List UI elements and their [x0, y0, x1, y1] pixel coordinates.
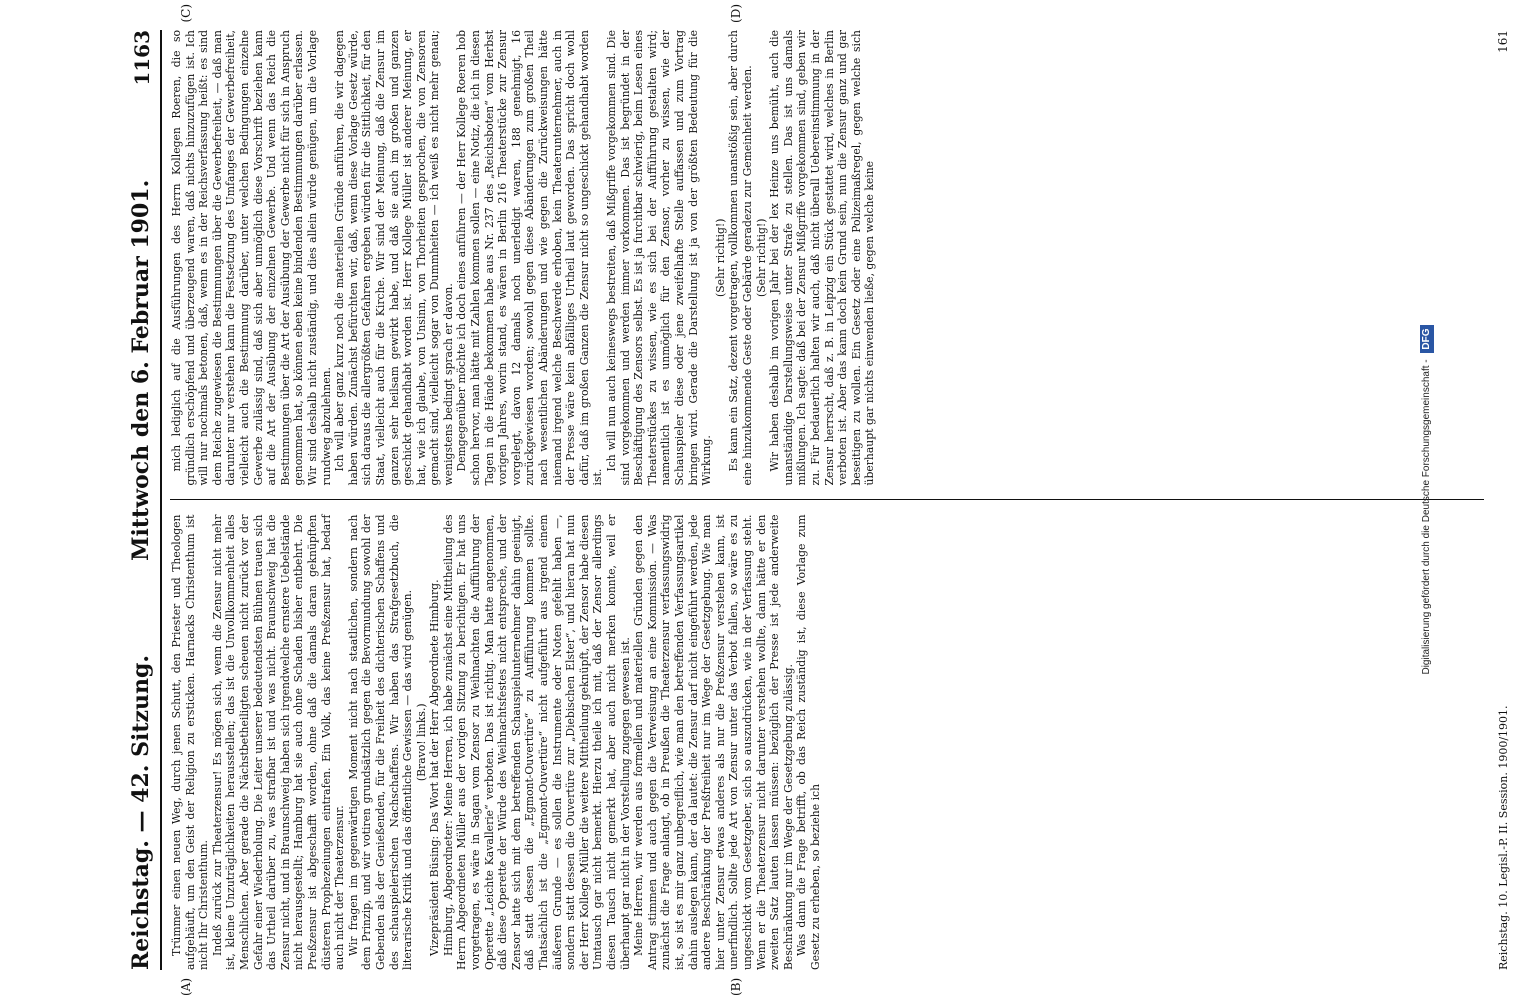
page-header: [114, 30, 162, 970]
margin-marker-b: (B): [729, 977, 743, 996]
speaker-announcement: Vizepräsident Büsing: Das Wort hat der Herr Abgeordnete Himburg.: [428, 579, 442, 956]
interjection: (Bravo! links.): [414, 703, 428, 782]
text-columns: [170, 4, 1484, 996]
paragraph: Wir fragen im gegenwärtigen Moment nicht nach staatlichen, sondern nach dem Prinzip, und wir votiren grundsätzlich gegen die Bevormundung sowohl der Gebenden als der Genießenden, für die Freiheit des dichterischen Schaffens und des schauspielerischen Nachschaffens. Wir haben das Strafgesetzbuch, die literarische Kritik und das öffentliche Gewissen — das wird genügen.: [346, 514, 415, 970]
paragraph: Was dann die Frage betrifft, ob das Reich zuständig ist, diese Vorlage zum Gesetz zu erheben, so beziehe ich: [795, 514, 822, 970]
interjection: (Sehr richtig!): [713, 218, 727, 297]
document-page: [90, 0, 1524, 1000]
paragraph: Meine Herren, wir werden aus formellen und materiellen Gründen gegen den Antrag stimmen und auch gegen die Verweisung an eine Kommission. — Was zunächst die Frage anlangt, ob in Preußen die Theaterzensur verfassungswidrig ist, so ist es mir ganz unbegreiflich, wie man den betreffenden Verfassungsartikel dahin auslegen kann, der da lautet: die Zensur darf nicht eingeführt werden, jede andere Beschränkung der Preßfreiheit nur im Wege der Gesetzgebung. Wie man hier unter Zensur etwas anderes als nur die Preßzensur verstehen kann, ist unerfindlich. Sollte jede Art von Zensur unter das Verbot fallen, so wäre es zu ungeschickt vom Gesetzgeber, sich so auszudrücken, wie in der Verfassung steht. Wenn er die Theaterzensur nicht darunter verstehen wollte, dann hätte er den zweiten Satz lauten lassen müssen: bezüglich der Presse ist jede anderweite Beschränkung nur im Wege der Gesetzgebung zulässig.: [632, 514, 795, 970]
page-number: 1163: [130, 30, 154, 86]
right-column: [170, 4, 1484, 500]
left-column: [170, 500, 1484, 996]
paragraph: Wir haben deshalb im vorigen Jahr bei der lex Heinze uns bemüht, auch die unanständige Darstellungsweise unter Strafe zu stellen. Das ist uns damals mißlungen. Ich sagte: daß bei der Zensur Mißgriffe vorgekommen sind, geben wir zu. Für bedauerlich halten wir auch, daß nicht überall Uebereinstimmung in der Zensur herrscht, daß z. B. in Leipzig ein Stück gestattet wird, welches in Berlin verboten ist. Aber das kann doch kein Grund sein, nun die Zensur ganz und gar beseitigen zu wollen. Ein Gesetz oder eine Polizeimaßregel, gegen welche sich überhaupt gar nichts einwenden ließe, gegen welche keine: [768, 30, 877, 486]
sheet-number: 161: [1496, 30, 1510, 53]
margin-marker-d: (D): [729, 4, 743, 23]
paragraph: Demgegenüber möchte ich doch eines anführen — der Herr Kollege Roeren hob schon hervor, man hätte mit Zahlen kommen sollen — eine Notiz, die ich in diesen Tagen in die Hände bekommen habe aus Nr. 237 des „Reichsboten“ vom Herbst vorigen Jahres, worin stand, es wären in Berlin 216 Theaterstücke zur Zensur vorgelegt, davon 12 damals noch unerledigt waren, 188 genehmigt, 16 zurückgewiesen worden; sowohl gegen diese Abänderungen zum großen Theil nach wesentlichen Abänderungen und wie gegen die Zurückweisungen hätte niemand irgend welche Beschwerde erhoben, kein Theaterunternehmer, auch in der Presse wäre kein abfälliges Urtheil laut geworden. Das spricht doch wohl dafür, daß im großen Ganzen die Zensur nicht so ungeschickt gehandhabt worden ist.: [455, 30, 605, 486]
margin-marker-c: (C): [179, 4, 193, 23]
paragraph: Ich will nun auch keineswegs bestreiten, daß Mißgriffe vorgekommen sind. Die sind vorgekommen und werden immer vorkommen. Das ist begründet in der Beschäftigung des Zensors selbst. Es ist ja furchtbar schwierig, beim Lesen eines Theaterstückes zu wissen, wie es sich bei der Aufführung gestalten wird; namentlich ist es unmöglich für den Zensor, vorher zu wissen, wie der Schauspieler diese oder jene zweifelhafte Stelle auffassen und zum Vortrag bringen wird. Gerade die Darstellung ist ja von der größten Bedeutung für die Wirkung.: [605, 30, 714, 486]
header-left: Reichstag. — 42. Sitzung.: [128, 654, 154, 970]
dfg-logo: DFG: [1420, 325, 1434, 352]
digitization-credit: Digitalisierung gefördert durch die Deutsche Forschungsgemeinschaft -: [1421, 359, 1432, 675]
paragraph: Ich will aber ganz kurz noch die materiellen Gründe anführen, die wir dagegen haben würden. Zunächst befürchten wir, daß, wenn diese Vorlage Gesetz würde, sich daraus die allergrößten Gefahren ergeben würden für die Sittlichkeit, für den Staat, vielleicht auch für die Kirche. Wir sind der Meinung, daß die Zensur im ganzen sehr heilsam gewirkt habe, und daß sie auch im großen und ganzen geschickt gehandhabt worden ist. Herr Kollege Müller ist anderer Meinung, er hat, wie ich glaube, von Unsinn, von Thorheiten gesprochen, die von Zensoren gemacht sind, vielleicht sogar von Dummheiten — ich weiß es nicht mehr genau; wenigstens bedingt sprach er davon.: [333, 30, 455, 486]
interjection: (Sehr richtig!): [754, 218, 768, 297]
page-footer: Reichstag. 10. Legisl.-P. II. Session. 1900/1901.: [1497, 705, 1510, 970]
paragraph: Himburg, Abgeordneter: Meine Herren, ich habe zunächst eine Mittheilung des Herrn Abgeordneten Müller aus der vorigen Sitzung zu berichtigen. Er hat uns vorgetragen, es wäre in Sagan vom Zensor zu Weihnachten die Aufführung der Operette „Leichte Kavallerie“ verboten. Das ist richtig. Man hatte angenommen, daß diese Operette der Würde des Weihnachtsfestes nicht entspreche, und der Zensor hatte sich mit dem betreffenden Schauspielunternehmer dahin geeinigt, daß statt dessen die „Egmont-Ouvertüre“ zu Aufführung kommen sollte. Thatsächlich ist die „Egmont-Ouvertüre“ nicht aufgeführt aus irgend einem äußeren Grunde — es sollen die Instrumente oder Noten gefehlt haben —, sondern statt dessen die Ouvertüre zur „Diebischen Elster“, und hieran hat nun der Herr Kollege Müller die weitere Mittheilung geknüpft, der Zensor habe diesen Umtausch gar nicht bemerkt. Hierzu theile ich mit, daß der Zensor allerdings diesen Tausch nicht gemerkt hat, aber auch nicht merken konnte, weil er überhaupt gar nicht in der Vorstellung zugegen gewesen ist.: [441, 514, 632, 970]
paragraph: mich lediglich auf die Ausführungen des Herrn Kollegen Roeren, die so gründlich erschöpfend und überzeugend waren, daß nichts hinzuzufügen ist. Ich will nur nochmals betonen, daß, wenn es in der Reichsverfassung heißt: es sind dem Reiche zugewiesen die Bestimmungen über die Gewerbefreiheit, — daß man darunter nur verstehen kann die Festsetzung des Umfanges der Gewerbefreiheit, vielleicht auch die Bestimmung darüber, unter welchen Bedingungen einzelne Gewerbe zulässig sind, daß sich aber unmöglich diese Vorschrift beziehen kann auf die Art der Ausübung der einzelnen Gewerbe. Und wenn das Reich die Bestimmungen über die Art der Ausübung der Gewerbe nicht für sich in Anspruch genommen hat, so können eben keine bindenden Bestimmungen darüber erlassen. Wir sind deshalb nicht zuständig, und dies allein würde genügen, um die Vorlage rundweg abzulehnen.: [170, 30, 333, 486]
paragraph: Trümmer einen neuen Weg, durch jenen Schutt, den Priester und Theologen aufgehäuft, um den Geist der Religion zu ersticken. Harnacks Christenthum ist nicht Ihr Christenthum.: [170, 514, 211, 970]
paragraph: Es kann ein Satz, dezent vorgetragen, vollkommen unanstößig sein, aber durch eine hinzukommende Geste oder Gebärde geradezu zur Gemeinheit werden.: [727, 30, 754, 486]
digitization-note: [1412, 0, 1434, 1000]
margin-marker-a: (A): [179, 977, 193, 996]
paragraph: Indeß zurück zur Theaterzensur! Es mögen sich, wenn die Zensur nicht mehr ist, kleine Unzuträglichkeiten herausstellen; das ist die Unvollkommenheit alles Menschlichen. Aber gerade die Nächstbetheiligten scheuen nicht zurück vor der Gefahr einer Wiederholung. Die Leiter unserer bedeutendsten Bühnen trauen sich das Urtheil darüber zu, was strafbar ist und was nicht. Braunschweig hat die Zensur nicht, und in Braunschweig haben sich irgendwelche ernstere Uebelstände nicht herausgestellt; Hamburg hat sie auch ohne Schaden bisher entbehrt. Die Preßzensur ist abgeschafft worden, ohne daß die damals daran geknüpften düsteren Prophezeiungen eintrafen. Ein Volk, das keine Preßzensur hat, bedarf auch nicht der Theaterzensur.: [210, 514, 347, 970]
header-date: Mittwoch den 6. Februar 1901.: [128, 179, 154, 561]
